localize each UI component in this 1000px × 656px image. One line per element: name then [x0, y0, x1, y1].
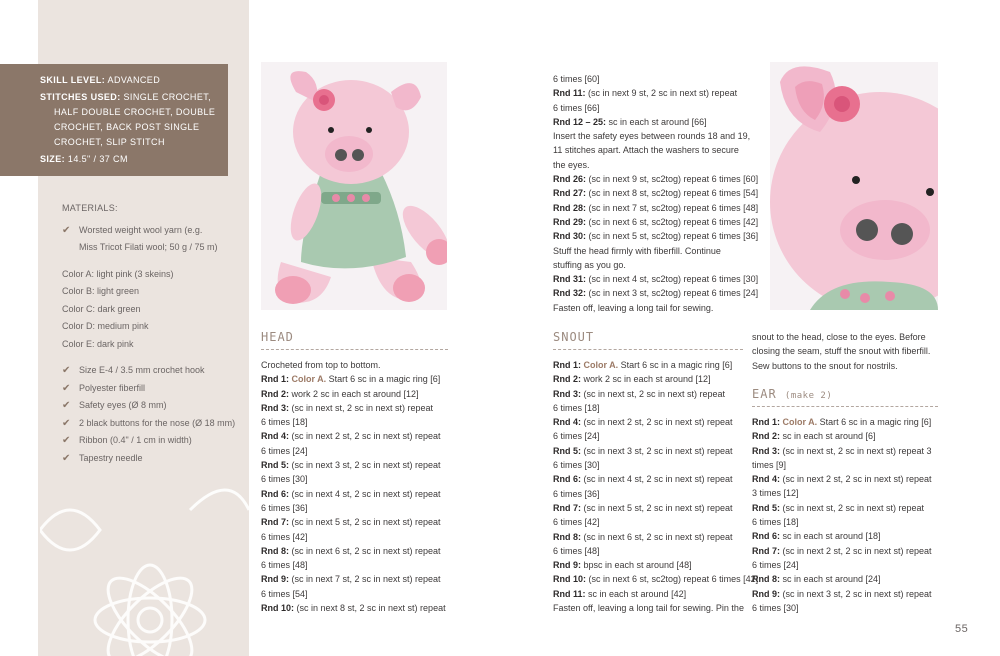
instruction-line: 6 times [18] [553, 402, 600, 413]
checkmark-icon: ✔ [62, 417, 71, 429]
instruction-line: 6 times [48] [261, 560, 308, 571]
checkmark-icon: ✔ [62, 452, 71, 464]
materials-heading: MATERIALS: [62, 203, 118, 213]
checkmark-icon: ✔ [62, 365, 71, 376]
instruction-line: Rnd 4: (sc in next 2 st, 2 sc in next st) repeat [553, 417, 733, 428]
instruction-line: closing the seam, stuff the snout with fiberfill. [752, 346, 931, 357]
instruction-line: Rnd 4: (sc in next 2 st, 2 sc in next st) repeat [752, 474, 932, 485]
color-e: Color E: dark pink [62, 338, 134, 349]
instruction-line: Rnd 9: (sc in next 7 st, 2 sc in next st) repeat [261, 574, 441, 585]
instruction-line: 6 times [60] [553, 74, 600, 84]
instruction-line: 6 times [24] [553, 431, 600, 442]
instruction-line: Rnd 11: (sc in next 9 st, 2 sc in next st) repeat [553, 88, 738, 99]
checkmark-icon: ✔ [62, 435, 71, 446]
instruction-line: 6 times [36] [553, 488, 600, 499]
instruction-line: 6 times [18] [752, 517, 799, 528]
instruction-line: Rnd 28: (sc in next 7 st, sc2tog) repeat 6 times [48] [553, 202, 759, 213]
instruction-line: Rnd 6: sc in each st around [18] [752, 531, 881, 542]
instruction-line: Rnd 1: Color A. Start 6 sc in a magic ring [6] [261, 374, 441, 385]
instruction-line: Rnd 1: Color A. Start 6 sc in a magic ring [6] [553, 360, 733, 370]
instruction-line: Fasten off, leaving a long tail for sewing. Pin the [553, 603, 744, 614]
instruction-line: Rnd 4: (sc in next 2 st, 2 sc in next st) repeat [261, 431, 441, 442]
instruction-line: Rnd 31: (sc in next 4 st, sc2tog) repeat 6 times [30] [553, 274, 759, 285]
instruction-line: Rnd 9: (sc in next 3 st, 2 sc in next st) repeat [752, 588, 932, 599]
instruction-line: Rnd 3: (sc in next st, 2 sc in next st) repeat [553, 388, 726, 399]
instruction-line: Rnd 12 – 25: sc in each st around [66] [553, 116, 707, 127]
tool-ribbon: ✔ Ribbon (0.4" / 1 cm in width) [62, 432, 242, 450]
ear-divider [752, 406, 938, 407]
instruction-line: Rnd 8: (sc in next 6 st, 2 sc in next st) repeat [261, 545, 441, 556]
instruction-line: 6 times [54] [261, 588, 308, 599]
color-b: Color B: light green [62, 286, 140, 296]
snout-section-title: SNOUT [553, 330, 595, 344]
pig-full-illustration [261, 62, 447, 310]
instruction-line: 11 stitches apart. Attach the washers to secure [553, 145, 739, 156]
instruction-line: Rnd 32: (sc in next 3 st, sc2tog) repeat 6 times [24] [553, 288, 759, 299]
pig-closeup-photo [770, 62, 938, 310]
material-yarn: ✔ Worsted weight wool yarn (e.g. Miss Tricot Filati wool; 50 g / 75 m) [62, 222, 242, 257]
instruction-line: Rnd 10: (sc in next 8 st, 2 sc in next st) repeat [261, 603, 446, 614]
page-number: 55 [955, 623, 969, 635]
instruction-line: 6 times [30] [553, 460, 600, 471]
ear-section-title: EAR (make 2) [752, 387, 833, 401]
instruction-line: 6 times [66] [553, 102, 600, 113]
snout-divider [553, 349, 743, 350]
tool-hook: ✔ Size E-4 / 3.5 mm crochet hook [62, 362, 242, 380]
instruction-line: 6 times [36] [261, 502, 308, 513]
checkmark-icon: ✔ [62, 224, 71, 236]
instruction-line: Rnd 26: (sc in next 9 st, sc2tog) repeat 6 times [60] [553, 174, 759, 185]
checkmark-icon: ✔ [62, 382, 71, 394]
instruction-line: 6 times [42] [553, 517, 600, 528]
instruction-line: 6 times [24] [261, 445, 308, 456]
instruction-line: Rnd 1: Color A. Start 6 sc in a magic ring [6] [752, 417, 932, 427]
snout-instructions [553, 358, 759, 615]
instruction-line: Insert the safety eyes between rounds 18 and 19, [553, 131, 751, 142]
instruction-line: Rnd 2: work 2 sc in each st around [12] [261, 388, 419, 399]
instruction-line: Rnd 3: (sc in next st, 2 sc in next st) repeat 3 [752, 445, 932, 456]
instruction-line: Stuff the head firmly with fiberfill. Continue [553, 245, 721, 256]
tool-needle: ✔ Tapestry needle [62, 450, 242, 468]
stitches-used: STITCHES USED: SINGLE CROCHET, HALF DOUBLE CROCHET, DOUBLE CROCHET, BACK POST SINGLE CROCHET, SLIP STITCH [40, 92, 216, 147]
instruction-line: Sew buttons to the snout for nostrils. [752, 360, 898, 371]
sidebar [0, 0, 249, 656]
ear-section-subtitle: (make 2) [784, 391, 833, 401]
instruction-line: Rnd 7: (sc in next 5 st, 2 sc in next st) repeat [261, 517, 441, 528]
pig-closeup-illustration [770, 62, 938, 310]
instruction-line: stuffing as you go. [553, 259, 626, 270]
color-c: Color C: dark green [62, 303, 141, 314]
instruction-line: Rnd 5: (sc in next st, 2 sc in next st) repeat [752, 502, 925, 513]
head-instructions-continued [553, 72, 759, 315]
color-a: Color A: light pink (3 skeins) [62, 268, 174, 279]
instruction-line: Rnd 8: (sc in next 6 st, 2 sc in next st) repeat [553, 531, 733, 542]
color-d: Color D: medium pink [62, 321, 149, 331]
instruction-line: Rnd 3: (sc in next st, 2 sc in next st) repeat [261, 402, 434, 413]
instruction-line: 6 times [42] [261, 531, 308, 542]
checkmark-icon: ✔ [62, 400, 71, 411]
head-divider [261, 349, 448, 350]
instruction-line: Rnd 10: (sc in next 6 st, sc2tog) repeat 6 times [42] [553, 574, 759, 585]
instruction-line: the eyes. [553, 159, 590, 170]
instruction-line: Rnd 7: (sc in next 2 st, 2 sc in next st) repeat [752, 545, 932, 556]
instruction-line: Rnd 2: work 2 sc in each st around [12] [553, 374, 711, 385]
tool-buttons: ✔ 2 black buttons for the nose (Ø 18 mm) [62, 415, 242, 433]
size: SIZE: 14.5" / 37 CM [40, 154, 128, 164]
tool-safety-eyes: ✔ Safety eyes (Ø 8 mm) [62, 397, 242, 415]
instruction-line: Rnd 29: (sc in next 6 st, sc2tog) repeat 6 times [42] [553, 216, 759, 227]
flower-pattern-decoration [40, 470, 249, 656]
instruction-line: Rnd 2: sc in each st around [6] [752, 431, 876, 442]
materials-list [62, 200, 242, 467]
snout-instructions-continued [752, 330, 952, 373]
instruction-line: times [9] [752, 459, 787, 470]
head-intro: Crocheted from top to bottom. [261, 360, 381, 370]
instruction-line: snout to the head, close to the eyes. Before [752, 332, 926, 342]
instruction-line: Rnd 5: (sc in next 3 st, 2 sc in next st) repeat [553, 445, 733, 456]
instruction-line: Rnd 5: (sc in next 3 st, 2 sc in next st) repeat [261, 460, 441, 471]
instruction-line: Rnd 8: sc in each st around [24] [752, 574, 881, 585]
ear-instructions [752, 415, 952, 615]
instruction-line: Rnd 27: (sc in next 8 st, sc2tog) repeat 6 times [54] [553, 188, 759, 199]
instruction-line: Rnd 6: (sc in next 4 st, 2 sc in next st) repeat [261, 488, 441, 499]
head-instructions [261, 358, 461, 615]
skill-level: SKILL LEVEL: ADVANCED [40, 75, 161, 85]
skill-info-box [0, 64, 228, 176]
instruction-line: 6 times [24] [752, 559, 799, 570]
instruction-line: 3 times [12] [752, 488, 799, 499]
instruction-line: 6 times [18] [261, 417, 308, 428]
instruction-line: Rnd 11: sc in each st around [42] [553, 588, 687, 599]
tool-fiberfill: ✔ Polyester fiberfill [62, 380, 242, 398]
instruction-line: Rnd 9: bpsc in each st around [48] [553, 560, 692, 571]
instruction-line: 6 times [30] [261, 474, 308, 485]
instruction-line: 6 times [48] [553, 545, 600, 556]
instruction-line: Rnd 30: (sc in next 5 st, sc2tog) repeat 6 times [36] [553, 231, 759, 242]
pig-full-photo [261, 62, 447, 310]
instruction-line: Rnd 7: (sc in next 5 st, 2 sc in next st) repeat [553, 502, 733, 513]
instruction-line: 6 times [30] [752, 602, 799, 613]
head-section-title: HEAD [261, 330, 294, 344]
instruction-line: Fasten off, leaving a long tail for sewing. [553, 302, 714, 313]
instruction-line: Rnd 6: (sc in next 4 st, 2 sc in next st) repeat [553, 474, 733, 485]
